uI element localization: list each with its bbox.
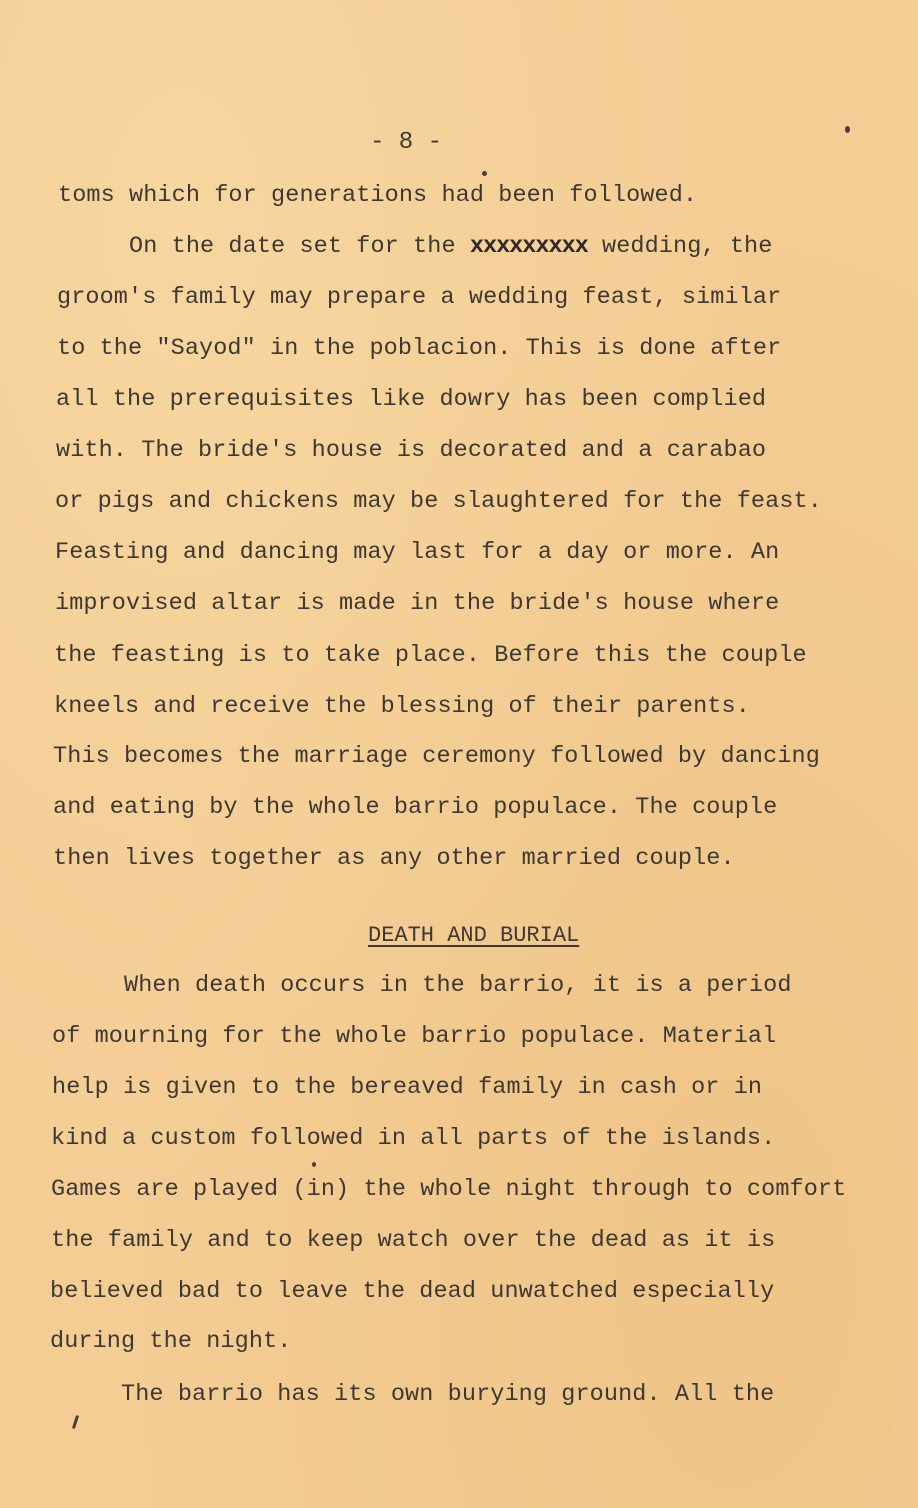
text-line: and eating by the whole barrio populace. The couple: [53, 794, 778, 821]
text-line: the feasting is to take place. Before this the couple: [54, 642, 807, 669]
text-line: or pigs and chickens may be slaughtered for the feast.: [55, 488, 822, 515]
text-segment: On the date set for the: [58, 233, 470, 260]
ink-stroke: [72, 1415, 79, 1429]
text-segment: wedding, the: [587, 233, 773, 260]
text-line: [58, 232, 772, 262]
text-line: then lives together as any other married couple.: [53, 845, 735, 872]
text-line: Feasting and dancing may last for a day or more. An: [55, 539, 780, 566]
text-line: The barrio has its own burying ground. All the: [50, 1381, 775, 1408]
text-line: kneels and receive the blessing of their parents.: [54, 693, 750, 720]
text-line: help is given to the bereaved family in cash or in: [52, 1074, 763, 1101]
text-line: of mourning for the whole barrio populace. Material: [52, 1023, 777, 1050]
text-line: during the night.: [50, 1328, 292, 1355]
text-line: toms which for generations had been followed.: [58, 182, 698, 209]
ink-speck: [845, 126, 850, 133]
text-line: groom's family may prepare a wedding feast, similar: [57, 284, 782, 311]
text-line: with. The bride's house is decorated and a carabao: [56, 437, 767, 464]
text-line: When death occurs in the barrio, it is a period: [53, 972, 792, 999]
text-line: improvised altar is made in the bride's house where: [55, 590, 780, 617]
text-line: Games are played (in) the whole night through to comfort: [51, 1176, 847, 1203]
struck-out-word: xxxxxxxxx: [469, 233, 588, 260]
ink-speck: [312, 1162, 316, 1167]
section-heading: DEATH AND BURIAL: [368, 923, 580, 948]
text-line: kind a custom followed in all parts of the islands.: [51, 1125, 776, 1152]
text-line: the family and to keep watch over the dead as it is: [51, 1227, 776, 1254]
text-line: to the "Sayod" in the poblacion. This is done after: [57, 335, 782, 362]
text-line: believed bad to leave the dead unwatched especially: [50, 1278, 775, 1305]
text-line: all the prerequisites like dowry has been complied: [56, 386, 767, 413]
page-number: - 8 -: [370, 129, 443, 156]
text-line: This becomes the marriage ceremony followed by dancing: [53, 743, 820, 770]
ink-speck: [482, 171, 487, 176]
